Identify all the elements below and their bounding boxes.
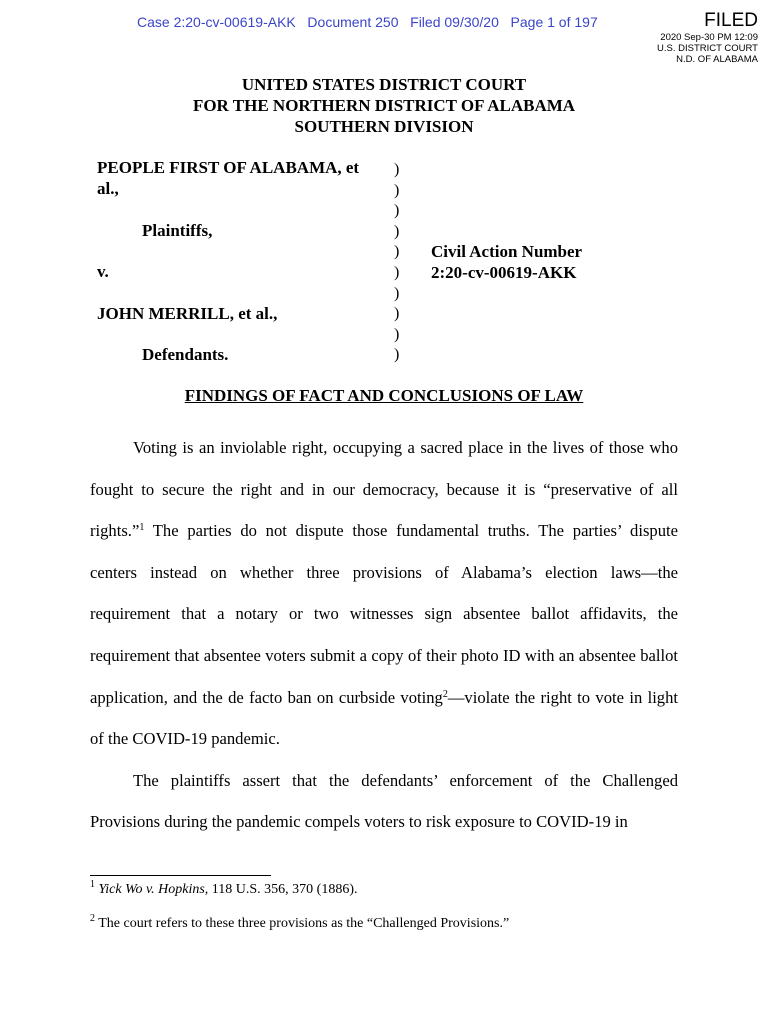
paren: ) (394, 181, 400, 199)
paragraph-1-part-a: Voting is an inviolable right, occupying a sacred place in the lives of those who fought to secure the right and in our democracy, because it is “preservative of all rights.” (90, 438, 678, 541)
filed-district: N.D. OF ALABAMA (676, 54, 758, 65)
filed-stamp (657, 10, 758, 65)
paren: ) (394, 284, 400, 302)
footnote-2-text: The court refers to these three provisions as the “Challenged Provisions.” (98, 916, 510, 931)
paren: ) (394, 243, 400, 261)
plaintiff-name-line-1: PEOPLE FIRST OF ALABAMA, et (97, 158, 360, 177)
filed-court: U.S. DISTRICT COURT (657, 43, 758, 54)
plaintiff-name-line-2: al., (97, 179, 119, 198)
filed-label: FILED (704, 10, 758, 31)
paragraph-2: The plaintiffs assert that the defendants’ enforcement of the Challenged Provisions during the pandemic compels voters to risk exposure to COVID-19 in (90, 770, 678, 832)
paragraph-1-part-b: The parties do not dispute those fundamental truths. The parties’ dispute centers instead on whether three provisions of Alabama’s election laws—the requirement that a notary or two witnesses sign absentee ballot affidavits, the requirement that absentee voters submit a copy of their photo ID with an absentee ballot application, and the de facto ban on curbside voting (90, 521, 678, 707)
paragraph-1 (90, 427, 678, 760)
defendants-label: Defendants. (142, 345, 229, 364)
paren: ) (394, 263, 400, 281)
plaintiffs-label: Plaintiffs, (142, 221, 213, 240)
footnote-ref-2[interactable]: 2 (442, 688, 448, 700)
document-body (90, 427, 678, 843)
footnote-divider (90, 875, 271, 876)
case-header: Case 2:20-cv-00619-AKK Document 250 Filed 09/30/20 Page 1 of 197 (137, 14, 598, 30)
caption-parentheses (394, 160, 399, 366)
footnote-2 (90, 913, 510, 932)
civil-action (431, 241, 582, 283)
footnote-2-number: 2 (90, 913, 95, 924)
footnote-1 (90, 879, 358, 898)
civil-action-label: Civil Action Number (431, 242, 583, 261)
paragraph-1-part-c: —violate the right to vote in light of the COVID-19 pandemic. (90, 687, 679, 749)
paren: ) (394, 222, 400, 240)
footnote-1-case-name: Yick Wo v. Hopkins (98, 882, 205, 897)
footnote-1-number: 1 (90, 879, 95, 890)
paren: ) (394, 161, 400, 178)
court-line-1: UNITED STATES DISTRICT COURT (241, 75, 527, 94)
paren: ) (394, 202, 400, 220)
civil-action-number: 2:20-cv-00619-AKK (431, 263, 577, 282)
court-heading (0, 74, 768, 137)
footnote-1-citation: , 118 U.S. 356, 370 (1886). (204, 882, 358, 897)
paren: ) (394, 305, 400, 323)
paren: ) (394, 325, 400, 343)
filed-datetime: 2020 Sep-30 PM 12:09 (660, 32, 758, 43)
defendant-name: JOHN MERRILL, et al., (97, 304, 278, 323)
court-line-3: SOUTHERN DIVISION (294, 117, 474, 136)
court-line-2: FOR THE NORTHERN DISTRICT OF ALABAMA (192, 96, 576, 115)
footnote-ref-1[interactable]: 1 (139, 522, 145, 534)
versus-label: v. (97, 262, 109, 281)
document-title: FINDINGS OF FACT AND CONCLUSIONS OF LAW (184, 386, 584, 405)
paren: ) (394, 346, 400, 364)
